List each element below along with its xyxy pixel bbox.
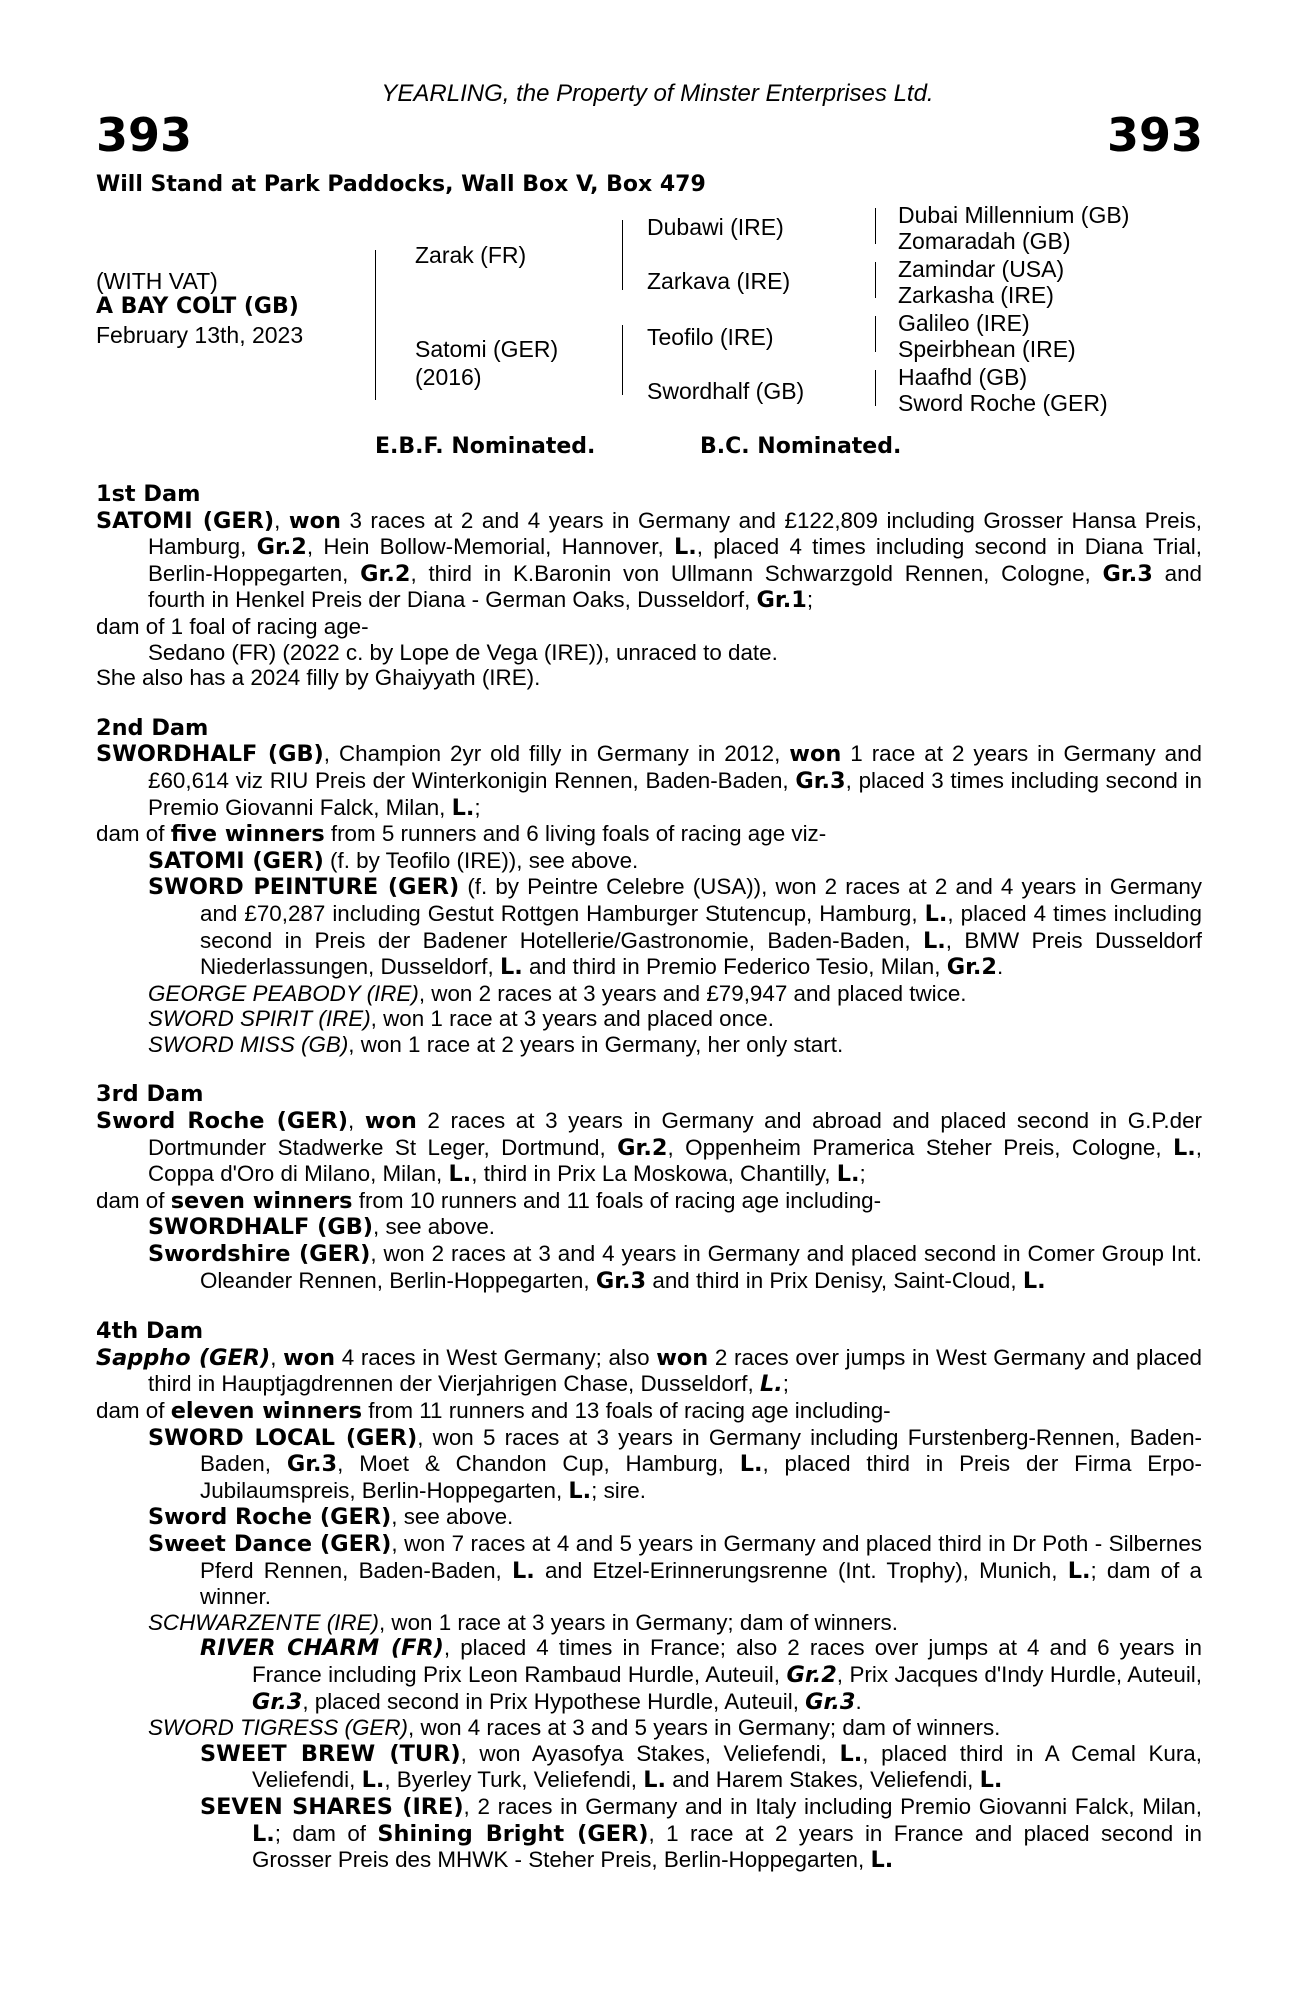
text-run: SWORD PEINTURE (GER) [148,874,460,901]
pedigree-paragraph [96,1635,1202,1715]
text-run: SWORD SPIRIT (IRE) [148,1006,371,1032]
text-run: Gr.3 [252,1688,303,1715]
pedigree-paragraph [96,640,1202,666]
lot-name: A BAY COLT (GB) [96,294,299,319]
text-run: L. [922,927,946,954]
pedigree-paragraph [96,1531,1202,1610]
pedigree-paragraph [96,1032,1202,1058]
ebf-nomination: E.B.F. Nominated. [375,434,596,459]
text-run: , Hein Bollow-Memorial, Hannover, [306,534,674,560]
text-run: L. [1172,1134,1196,1161]
text-run: from 5 runners and 6 living foals of racing age viz- [324,821,827,847]
dam-foaled-year: (2016) [415,364,482,390]
text-run: Gr.2 [256,534,307,561]
text-run: , 1 race at 2 years in France and placed second in Grosser Preis des MHWK - Steher Preis, Berlin-Hoppegarten, [252,1820,1202,1873]
text-run: , Prix Jacques d'Indy Hurdle, Auteuil, [836,1661,1202,1687]
pedigree-paragraph [96,1425,1202,1505]
vat-note: (WITH VAT) [96,268,218,294]
text-run: seven winners [170,1187,353,1214]
gen3-8: Sword Roche (GER) [898,390,1108,416]
text-run: , BMW Preis Dusseldorf Niederlassungen, Dusseldorf, [200,927,1203,980]
text-run: , [348,1108,365,1134]
text-run: (f. by Peintre Celebre (USA)), won 2 races at 2 and 4 years in Germany and £70,287 including Gestut Rottgen Hamburger Stutencup, Hamburg, [200,874,1202,926]
gen3-3: Zamindar (USA) [898,256,1065,282]
dam-section [96,1319,1202,1873]
text-run: . [997,954,1004,980]
dam-sire: Teofilo (IRE) [647,324,774,350]
sire-dam: Zarkava (IRE) [647,268,791,294]
text-run: won [789,741,842,768]
text-run: , third in K.Baronin von Ullmann Schwarzgold Rennen, Cologne, [410,560,1103,586]
text-run: L. [673,534,697,561]
text-run: and third in Premio Federico Tesio, Milan, [522,954,947,980]
text-run: Sedano (FR) (2022 c. by Lope de Vega (IRE)), unraced to date. [148,639,778,665]
text-run: SWORD TIGRESS (GER) [148,1715,408,1741]
text-run: ; sire. [591,1477,646,1503]
text-run: , placed 4 times including second in Diana Trial, Berlin-Hoppegarten, [148,534,1202,586]
bc-nomination: B.C. Nominated. [700,434,902,459]
catalogue-body [96,482,1202,1874]
section-heading: 4th Dam [96,1318,204,1345]
pedigree-paragraph [96,1398,1202,1425]
pedigree-paragraph [96,1794,1202,1874]
text-run: , won 4 races at 3 and 5 years in Germany; dam of winners. [408,1715,1001,1741]
text-run: , Champion 2yr old filly in Germany in 2012, [323,741,790,767]
text-run: , Byerley Turk, Veliefendi, [384,1767,644,1793]
pedigree-paragraph [96,1214,1202,1241]
text-run: SWEET BREW (TUR) [200,1740,461,1767]
text-run: SATOMI (GER) [148,847,324,874]
text-run: L. [739,1451,763,1478]
text-run: and third in Prix Denisy, Saint-Cloud, [646,1267,1023,1293]
text-run: Shining Bright (GER) [377,1820,649,1847]
pedigree-paragraph [96,614,1202,640]
text-run: SWORD MISS (GB) [148,1031,349,1057]
pedigree-paragraph [96,1504,1202,1531]
text-run: from 10 runners and 11 foals of racing age including- [352,1187,882,1213]
text-run: , won 1 race at 3 years in Germany; dam of winners. [378,1609,898,1635]
text-run: , Coppa d'Oro di Milano, Milan, [148,1134,1202,1187]
text-run: SCHWARZENTE (IRE) [148,1609,379,1635]
dam-name: Satomi (GER) [415,336,559,362]
text-run: dam of [96,821,171,847]
text-run: SWORDHALF (GB) [148,1214,374,1241]
text-run: Gr.1 [756,587,807,614]
lot-number-left: 393 [96,108,193,162]
text-run: 2 races at 3 years in Germany and abroad and placed second in G.P.der Dortmunder Stadwerke St Leger, Dortmund, [148,1108,1202,1160]
section-heading: 1st Dam [96,481,201,507]
text-run: L. [870,1847,894,1874]
pedigree-paragraph [96,1188,1202,1215]
gen3-4: Zarkasha (IRE) [898,282,1054,308]
text-run: Sweet Dance (GER) [148,1530,392,1557]
text-run: ; [782,1371,789,1397]
text-run: L. [836,1161,860,1188]
text-run: , [274,507,289,533]
brace-gen3-1 [875,208,876,244]
text-run: Gr.3 [795,767,846,794]
text-run: , placed second in Prix Hypothese Hurdle, Auteuil, [302,1688,806,1714]
text-run: . [855,1688,862,1714]
text-run: ; [474,794,481,820]
brace-gen2-dam [622,325,623,395]
text-run: , see above. [391,1504,514,1530]
brace-gen2-sire [622,220,623,290]
dam-section [96,716,1202,1058]
text-run: Gr.2 [786,1661,837,1688]
text-run: SWORDHALF (GB) [96,741,324,768]
text-run: Sword Roche (GER) [148,1504,392,1531]
gen3-5: Galileo (IRE) [898,310,1030,336]
text-run: won [283,1344,336,1371]
brace-gen3-2 [875,262,876,298]
pedigree-paragraph [96,848,1202,875]
text-run: SWORD LOCAL (GER) [148,1424,418,1451]
text-run: , won Ayasofya Stakes, Veliefendi, [460,1740,840,1766]
text-run: , third in Prix La Moskowa, Chantilly, [471,1161,837,1187]
text-run: She also has a 2024 filly by Ghaiyyath (IRE). [96,665,541,691]
text-run: , won 5 races at 3 years in Germany including Furstenberg-Rennen, Baden-Baden, [200,1424,1202,1477]
text-run: Sword Roche (GER) [96,1108,348,1135]
text-run: L. [448,1161,472,1188]
lot-number-right: 393 [1106,108,1203,162]
text-run: SEVEN SHARES (IRE) [200,1793,464,1820]
text-run: dam of [96,1187,171,1213]
text-run: Sappho (GER) [96,1344,271,1371]
text-run: L. [839,1740,863,1767]
pedigree-paragraph [96,1241,1202,1294]
text-run: Gr.3 [286,1451,338,1478]
text-run: ; dam of a winner. [200,1557,1202,1610]
text-run: , 2 races in Germany and in Italy including Premio Giovanni Falck, Milan, [463,1793,1202,1819]
text-run: L. [643,1767,666,1794]
text-run: ; [859,1161,866,1187]
brace-gen1 [375,250,376,400]
text-run: , won 2 races at 3 and 4 years in Germany and placed second in Comer Group Int. Oleander Rennen, Berlin-Hoppegarten, [200,1241,1202,1293]
text-run: (f. by Teofilo (IRE)), see above. [323,847,639,873]
text-run: , won 7 races at 4 and 5 years in Germany and placed third in Dr Poth - Silbernes Pferd Rennen, Baden-Baden, [200,1530,1203,1583]
pedigree-paragraph [96,821,1202,848]
text-run: , [270,1344,284,1370]
dam-section [96,1082,1202,1294]
text-run: five winners [170,821,325,848]
text-run: SATOMI (GER) [96,507,275,534]
pedigree-paragraph [96,1741,1202,1794]
text-run: 4 races in West Germany; also [335,1344,657,1370]
text-run: , placed 4 times in France; also 2 races over jumps at 4 and 6 years in France including Prix Leon Rambaud Hurdle, Auteuil, [252,1635,1202,1687]
text-run: L. [1067,1557,1091,1584]
text-run: L. [511,1557,535,1584]
text-run: L. [759,1371,783,1398]
gen3-6: Speirbhean (IRE) [898,336,1076,362]
gen3-1: Dubai Millennium (GB) [898,202,1130,228]
text-run: eleven winners [170,1398,363,1424]
text-run: L. [361,1767,385,1794]
text-run: 2 races over jumps in West Germany and placed third in Hauptjagdrennen der Vierjahrigen Chase, Dusseldorf, [148,1344,1202,1397]
pedigree-paragraph [96,1715,1202,1741]
text-run: Gr.3 [595,1267,647,1294]
text-run: Gr.2 [617,1134,668,1161]
pedigree-paragraph [96,1108,1202,1188]
text-run: , won 2 races at 3 years and £79,947 and placed twice. [418,980,967,1006]
text-run: L. [499,954,523,981]
text-run: L. [252,1820,275,1847]
pedigree-paragraph [96,1345,1202,1398]
text-run: won [364,1108,417,1135]
brace-gen3-3 [875,316,876,352]
stand-location: Will Stand at Park Paddocks, Wall Box V, Box 479 [96,172,706,197]
section-heading: 2nd Dam [96,714,209,741]
text-run: Gr.3 [1102,560,1153,587]
section-heading: 3rd Dam [96,1081,204,1108]
text-run: 3 races at 2 and 4 years in Germany and £122,809 including Grosser Hansa Preis, Hamburg, [148,507,1203,560]
pedigree-paragraph [96,874,1202,980]
text-run: Gr.2 [946,954,998,981]
pedigree-paragraph [96,665,1202,691]
text-run: L. [924,900,948,927]
text-run: , won 1 race at 2 years in Germany, her only start. [348,1031,844,1057]
text-run: , placed 4 times including second in Preis der Badener Hotellerie/Gastronomie, Baden-Baden, [200,900,1202,953]
text-run: L. [451,794,475,821]
text-run: , placed 3 times including second in Premio Giovanni Falck, Milan, [148,767,1203,820]
sire-sire: Dubawi (IRE) [647,214,784,240]
text-run: Gr.3 [805,1688,856,1715]
text-run: , Moet & Chandon Cup, Hamburg, [337,1451,740,1477]
sire-name: Zarak (FR) [415,242,527,268]
pedigree-paragraph [96,1610,1202,1636]
text-run: Swordshire (GER) [148,1241,371,1268]
text-run: , see above. [373,1214,496,1240]
text-run: , Oppenheim Pramerica Steher Preis, Cologne, [667,1134,1173,1160]
brace-gen3-4 [875,370,876,406]
text-run: Gr.2 [360,560,411,587]
pedigree-paragraph [96,741,1202,821]
text-run: ; [806,587,814,613]
dam-dam: Swordhalf (GB) [647,378,805,404]
text-run: L. [979,1767,1003,1794]
foaling-date: February 13th, 2023 [96,322,304,348]
text-run: RIVER CHARM (FR) [200,1635,444,1662]
text-run: GEORGE PEABODY (IRE) [148,980,419,1006]
text-run: , placed third in A Cemal Kura, Veliefendi, [252,1740,1202,1793]
text-run: won [288,507,341,534]
text-run: , placed third in Preis der Firma Erpo-Jubilaumspreis, Berlin-Hoppegarten, [200,1451,1202,1503]
text-run: and Etzel-Erinnerungsrenne (Int. Trophy), Munich, [534,1557,1068,1583]
text-run: and fourth in Henkel Preis der Diana - German Oaks, Dusseldorf, [148,560,1202,613]
text-run: L. [1022,1267,1046,1294]
dam-section [96,482,1202,691]
text-run: 1 race at 2 years in Germany and £60,614 viz RIU Preis der Winterkonigin Rennen, Baden-Baden, [148,741,1202,793]
text-run: ; dam of [274,1820,378,1846]
gen3-2: Zomaradah (GB) [898,228,1071,254]
gen3-7: Haafhd (GB) [898,364,1028,390]
pedigree-paragraph [96,981,1202,1007]
text-run: dam of [96,1398,171,1423]
vendor-subtitle: YEARLING, the Property of Minster Enterprises Ltd. [381,80,934,107]
text-run: and Harem Stakes, Veliefendi, [665,1767,980,1793]
text-run: L. [568,1477,592,1504]
text-run: dam of 1 foal of racing age- [96,613,369,639]
pedigree-paragraph [96,508,1202,614]
pedigree-paragraph [96,1006,1202,1032]
text-run: from 11 runners and 13 foals of racing age including- [362,1398,891,1423]
text-run: , won 1 race at 3 years and placed once. [370,1006,774,1032]
text-run: won [656,1344,709,1371]
